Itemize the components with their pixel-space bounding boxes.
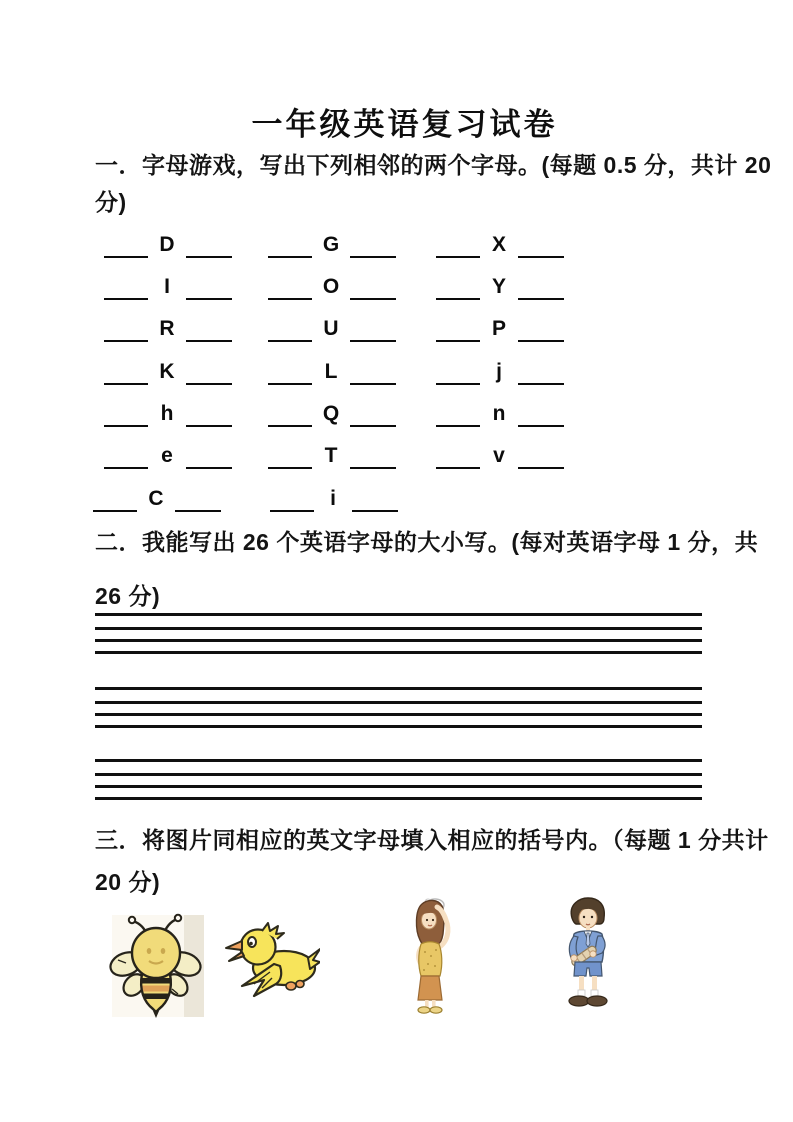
adjacent-letter: v — [493, 444, 505, 467]
letter-group — [436, 439, 570, 469]
answer-blank-line — [436, 271, 480, 300]
letter-row-5 — [0, 397, 793, 427]
letter-group — [268, 312, 402, 342]
answer-blank-line — [436, 398, 480, 427]
writing-stave-2 — [95, 687, 702, 728]
adjacent-letter: L — [324, 360, 338, 383]
answer-blank-line — [104, 398, 148, 427]
stave-line — [95, 639, 702, 642]
stave-line — [95, 613, 702, 616]
answer-blank-line — [104, 271, 148, 300]
stave-line — [95, 627, 702, 630]
answer-blank-line — [352, 483, 398, 512]
letter-group — [436, 228, 570, 258]
picture-woman — [408, 896, 454, 1019]
adjacent-letter: K — [159, 360, 175, 383]
answer-blank-line — [186, 440, 232, 469]
boy-holding-snack-illustration — [560, 896, 616, 1014]
adjacent-letter: G — [322, 233, 340, 256]
answer-blank-line — [93, 483, 137, 512]
answer-blank-line — [350, 271, 396, 300]
stave-line — [95, 713, 702, 716]
answer-blank-line — [268, 313, 312, 342]
adjacent-letter: R — [159, 317, 175, 340]
adjacent-letter: U — [323, 317, 339, 340]
answer-blank-line — [268, 398, 312, 427]
stave-line — [95, 651, 702, 654]
answer-blank-line — [518, 398, 564, 427]
adjacent-letter: Q — [322, 402, 340, 425]
letter-group — [268, 439, 402, 469]
letter-group — [104, 439, 238, 469]
answer-blank-line — [186, 398, 232, 427]
stave-line — [95, 785, 702, 788]
letter-group — [436, 397, 570, 427]
answer-blank-line — [350, 229, 396, 258]
section-three-heading-line2: 20 分) — [95, 869, 161, 895]
answer-blank-line — [186, 356, 232, 385]
adjacent-letter: n — [492, 402, 506, 425]
letter-group — [104, 355, 238, 385]
answer-blank-line — [350, 313, 396, 342]
adjacent-letter: P — [491, 317, 506, 340]
answer-blank-line — [268, 229, 312, 258]
picture-bird — [224, 922, 320, 1015]
letter-group — [436, 355, 570, 385]
answer-blank-line — [104, 440, 148, 469]
letter-group — [268, 355, 402, 385]
letter-group — [268, 228, 402, 258]
section-three-heading-line1: 三．将图片同相应的英文字母填入相应的括号内。（每题 1 分共计 — [95, 827, 769, 853]
adjacent-letter: D — [159, 233, 175, 256]
adjacent-letter: e — [161, 444, 173, 467]
letter-row-6 — [0, 439, 793, 469]
answer-blank-line — [268, 271, 312, 300]
letter-row-2 — [0, 270, 793, 300]
answer-blank-line — [186, 271, 232, 300]
stave-line — [95, 797, 702, 800]
answer-blank-line — [186, 229, 232, 258]
letter-group — [93, 482, 227, 512]
adjacent-letter: I — [164, 275, 170, 298]
adjacent-letter: i — [330, 487, 336, 510]
answer-blank-line — [104, 229, 148, 258]
stave-line — [95, 773, 702, 776]
section-one-heading-line2: 分) — [95, 189, 127, 215]
letter-row-7 — [0, 482, 793, 512]
answer-blank-line — [518, 271, 564, 300]
answer-blank-line — [518, 440, 564, 469]
answer-blank-line — [104, 313, 148, 342]
answer-blank-line — [518, 229, 564, 258]
bird-illustration — [224, 922, 320, 1010]
letter-group — [270, 482, 404, 512]
adjacent-letter: O — [322, 275, 340, 298]
answer-blank-line — [104, 356, 148, 385]
answer-blank-line — [350, 398, 396, 427]
answer-blank-line — [518, 356, 564, 385]
answer-blank-line — [436, 313, 480, 342]
letter-group — [104, 228, 238, 258]
picture-bee — [106, 912, 206, 1023]
stave-line — [95, 687, 702, 690]
answer-blank-line — [518, 313, 564, 342]
letter-group — [268, 270, 402, 300]
adjacent-letter: C — [148, 487, 164, 510]
section-two-heading-line1: 二．我能写出 26 个英语字母的大小写。(每对英语字母 1 分，共 — [95, 529, 759, 555]
answer-blank-line — [175, 483, 221, 512]
letter-group — [104, 270, 238, 300]
bee-illustration — [106, 912, 206, 1018]
answer-blank-line — [436, 440, 480, 469]
stave-line — [95, 759, 702, 762]
section-one-heading-line1: 一．字母游戏，写出下列相邻的两个字母。(每题 0.5 分，共计 20 — [95, 152, 772, 178]
letter-group — [104, 397, 238, 427]
stave-line — [95, 701, 702, 704]
letter-row-4 — [0, 355, 793, 385]
letter-group — [436, 312, 570, 342]
answer-blank-line — [268, 356, 312, 385]
answer-blank-line — [436, 229, 480, 258]
letter-group — [104, 312, 238, 342]
answer-blank-line — [350, 356, 396, 385]
adjacent-letter: j — [496, 360, 502, 383]
answer-blank-line — [350, 440, 396, 469]
adjacent-letter: Y — [491, 275, 506, 298]
letter-group — [268, 397, 402, 427]
adjacent-letter: X — [491, 233, 506, 256]
page-title: 一年级英语复习试卷 — [251, 107, 558, 142]
answer-blank-line — [268, 440, 312, 469]
woman-washing-hair-illustration — [408, 896, 454, 1014]
answer-blank-line — [436, 356, 480, 385]
letter-row-1 — [0, 228, 793, 258]
answer-blank-line — [270, 483, 314, 512]
writing-stave-1 — [95, 613, 702, 654]
writing-stave-3 — [95, 759, 702, 800]
letter-row-3 — [0, 312, 793, 342]
adjacent-letter: T — [324, 444, 338, 467]
section-two-heading-line2: 26 分) — [95, 583, 161, 609]
answer-blank-line — [186, 313, 232, 342]
adjacent-letter: h — [160, 402, 174, 425]
stave-line — [95, 725, 702, 728]
letter-group — [436, 270, 570, 300]
picture-boy — [560, 896, 616, 1019]
